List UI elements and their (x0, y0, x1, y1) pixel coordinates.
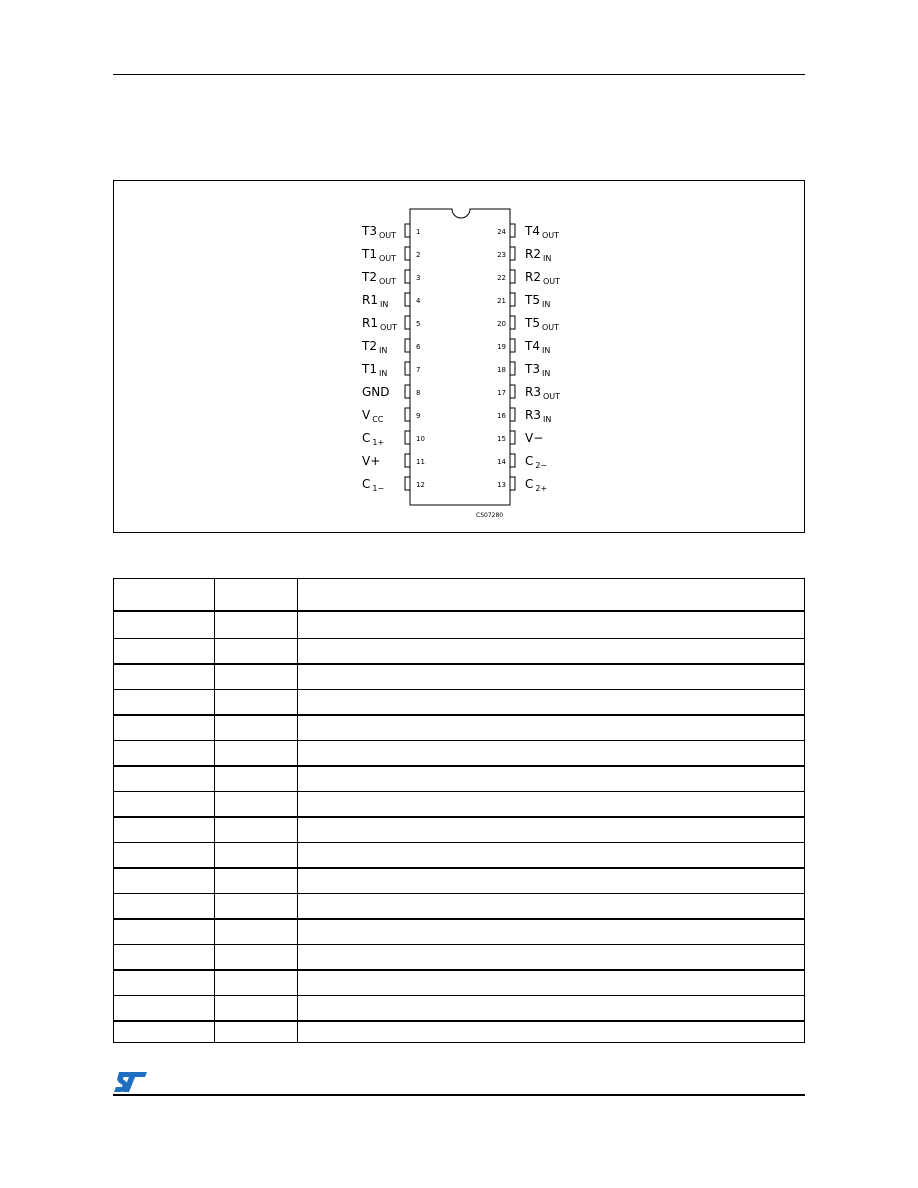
pin-lead (510, 454, 515, 467)
table-column-divider (214, 579, 215, 1042)
pin-label: R3 $_{OUT}$ (525, 385, 561, 401)
pin-number: 4 (416, 297, 421, 305)
table-row (114, 816, 804, 818)
pin-lead (405, 385, 410, 398)
pin-configuration-figure (113, 180, 805, 533)
pin-number: 22 (497, 274, 506, 282)
pin-lead (405, 316, 410, 329)
pin-lead (510, 362, 515, 375)
pin-lead (405, 477, 410, 490)
chip-body (410, 209, 510, 505)
pin-number: 13 (497, 481, 506, 489)
pin-number: 12 (416, 481, 425, 489)
pin-number: 16 (497, 412, 506, 420)
pin-label: R2 $_{IN}$ (525, 247, 552, 263)
pin-label: T2 $_{OUT}$ (362, 270, 397, 286)
pin-label: R1 $_{IN}$ (362, 293, 389, 309)
pin-label: R1 $_{OUT}$ (362, 316, 398, 332)
pin-lead (405, 247, 410, 260)
pin-label: C $_{1+}$ (362, 431, 385, 447)
table-row (114, 638, 804, 639)
table-row (114, 689, 804, 690)
pin-number: 19 (497, 343, 506, 351)
pin-label: T2 $_{IN}$ (362, 339, 388, 355)
pin-label: T3 $_{OUT}$ (362, 224, 397, 240)
table-row (114, 842, 804, 843)
pin-label: T1 $_{IN}$ (362, 362, 388, 378)
pin-number: 9 (416, 412, 421, 420)
table-row (114, 765, 804, 767)
pin-number: 17 (497, 389, 506, 397)
pin-lead (510, 293, 515, 306)
table-row (114, 791, 804, 792)
pin-label: T1 $_{OUT}$ (362, 247, 397, 263)
pin-label: V+ (362, 454, 381, 468)
pin-lead (510, 270, 515, 283)
pin-label: T4 $_{OUT}$ (525, 224, 560, 240)
pin-lead (405, 339, 410, 352)
pin-number: 23 (497, 251, 506, 259)
pin-number: 1 (416, 228, 421, 236)
pin-label: T3 $_{IN}$ (525, 362, 551, 378)
table-row (114, 867, 804, 869)
pin-number: 6 (416, 343, 421, 351)
pin-lead (510, 385, 515, 398)
pin-lead (405, 454, 410, 467)
table-row (114, 740, 804, 741)
pin-number: 20 (497, 320, 506, 328)
pin-lead (510, 408, 515, 421)
pin-number: 10 (416, 435, 425, 443)
pin-label: C $_{2-}$ (525, 454, 548, 470)
table-row (114, 918, 804, 920)
pin-label: T5 $_{IN}$ (525, 293, 551, 309)
pin-number: 18 (497, 366, 506, 374)
pin-lead (405, 270, 410, 283)
table-row (114, 969, 804, 971)
pin-label: V $_{CC}$ (362, 408, 384, 424)
pin-lead (510, 339, 515, 352)
pin-label: GND (362, 385, 390, 399)
table-row (114, 995, 804, 996)
pin-label: R3 $_{IN}$ (525, 408, 552, 424)
table-row (114, 1020, 804, 1022)
header-rule (113, 74, 805, 75)
pin-lead (405, 431, 410, 444)
pin-lead (510, 431, 515, 444)
table-row (114, 714, 804, 716)
st-logo-icon (113, 1070, 149, 1094)
pin-number: 11 (416, 458, 425, 466)
pin-label: R2 $_{OUT}$ (525, 270, 561, 286)
pin-number: 14 (497, 458, 506, 466)
pin-lead (510, 316, 515, 329)
pin-lead (405, 224, 410, 237)
table-row (114, 663, 804, 665)
table-header-divider (114, 610, 804, 612)
pin-label: T4 $_{IN}$ (525, 339, 551, 355)
pin-label: V− (525, 431, 544, 445)
pin-number: 7 (416, 366, 421, 374)
pin-number: 3 (416, 274, 421, 282)
pin-lead (510, 247, 515, 260)
pin-number: 5 (416, 320, 421, 328)
pin-lead (405, 293, 410, 306)
pin-diagram (114, 181, 804, 532)
pin-number: 15 (497, 435, 506, 443)
footer-rule (113, 1094, 805, 1096)
figure-code: CS07280 (476, 512, 504, 519)
table-column-divider (297, 579, 298, 1042)
pin-number: 2 (416, 251, 421, 259)
pin-label: C $_{1-}$ (362, 477, 385, 493)
pin-number: 8 (416, 389, 421, 397)
pin-description-table (113, 578, 805, 1043)
table-row (114, 944, 804, 945)
pin-number: 21 (497, 297, 506, 305)
table-row (114, 893, 804, 894)
pin-lead (510, 477, 515, 490)
pin-label: T5 $_{OUT}$ (525, 316, 560, 332)
pin-number: 24 (497, 228, 506, 236)
pin-lead (405, 408, 410, 421)
pin-label: C $_{2+}$ (525, 477, 548, 493)
pin-lead (405, 362, 410, 375)
pin-lead (510, 224, 515, 237)
